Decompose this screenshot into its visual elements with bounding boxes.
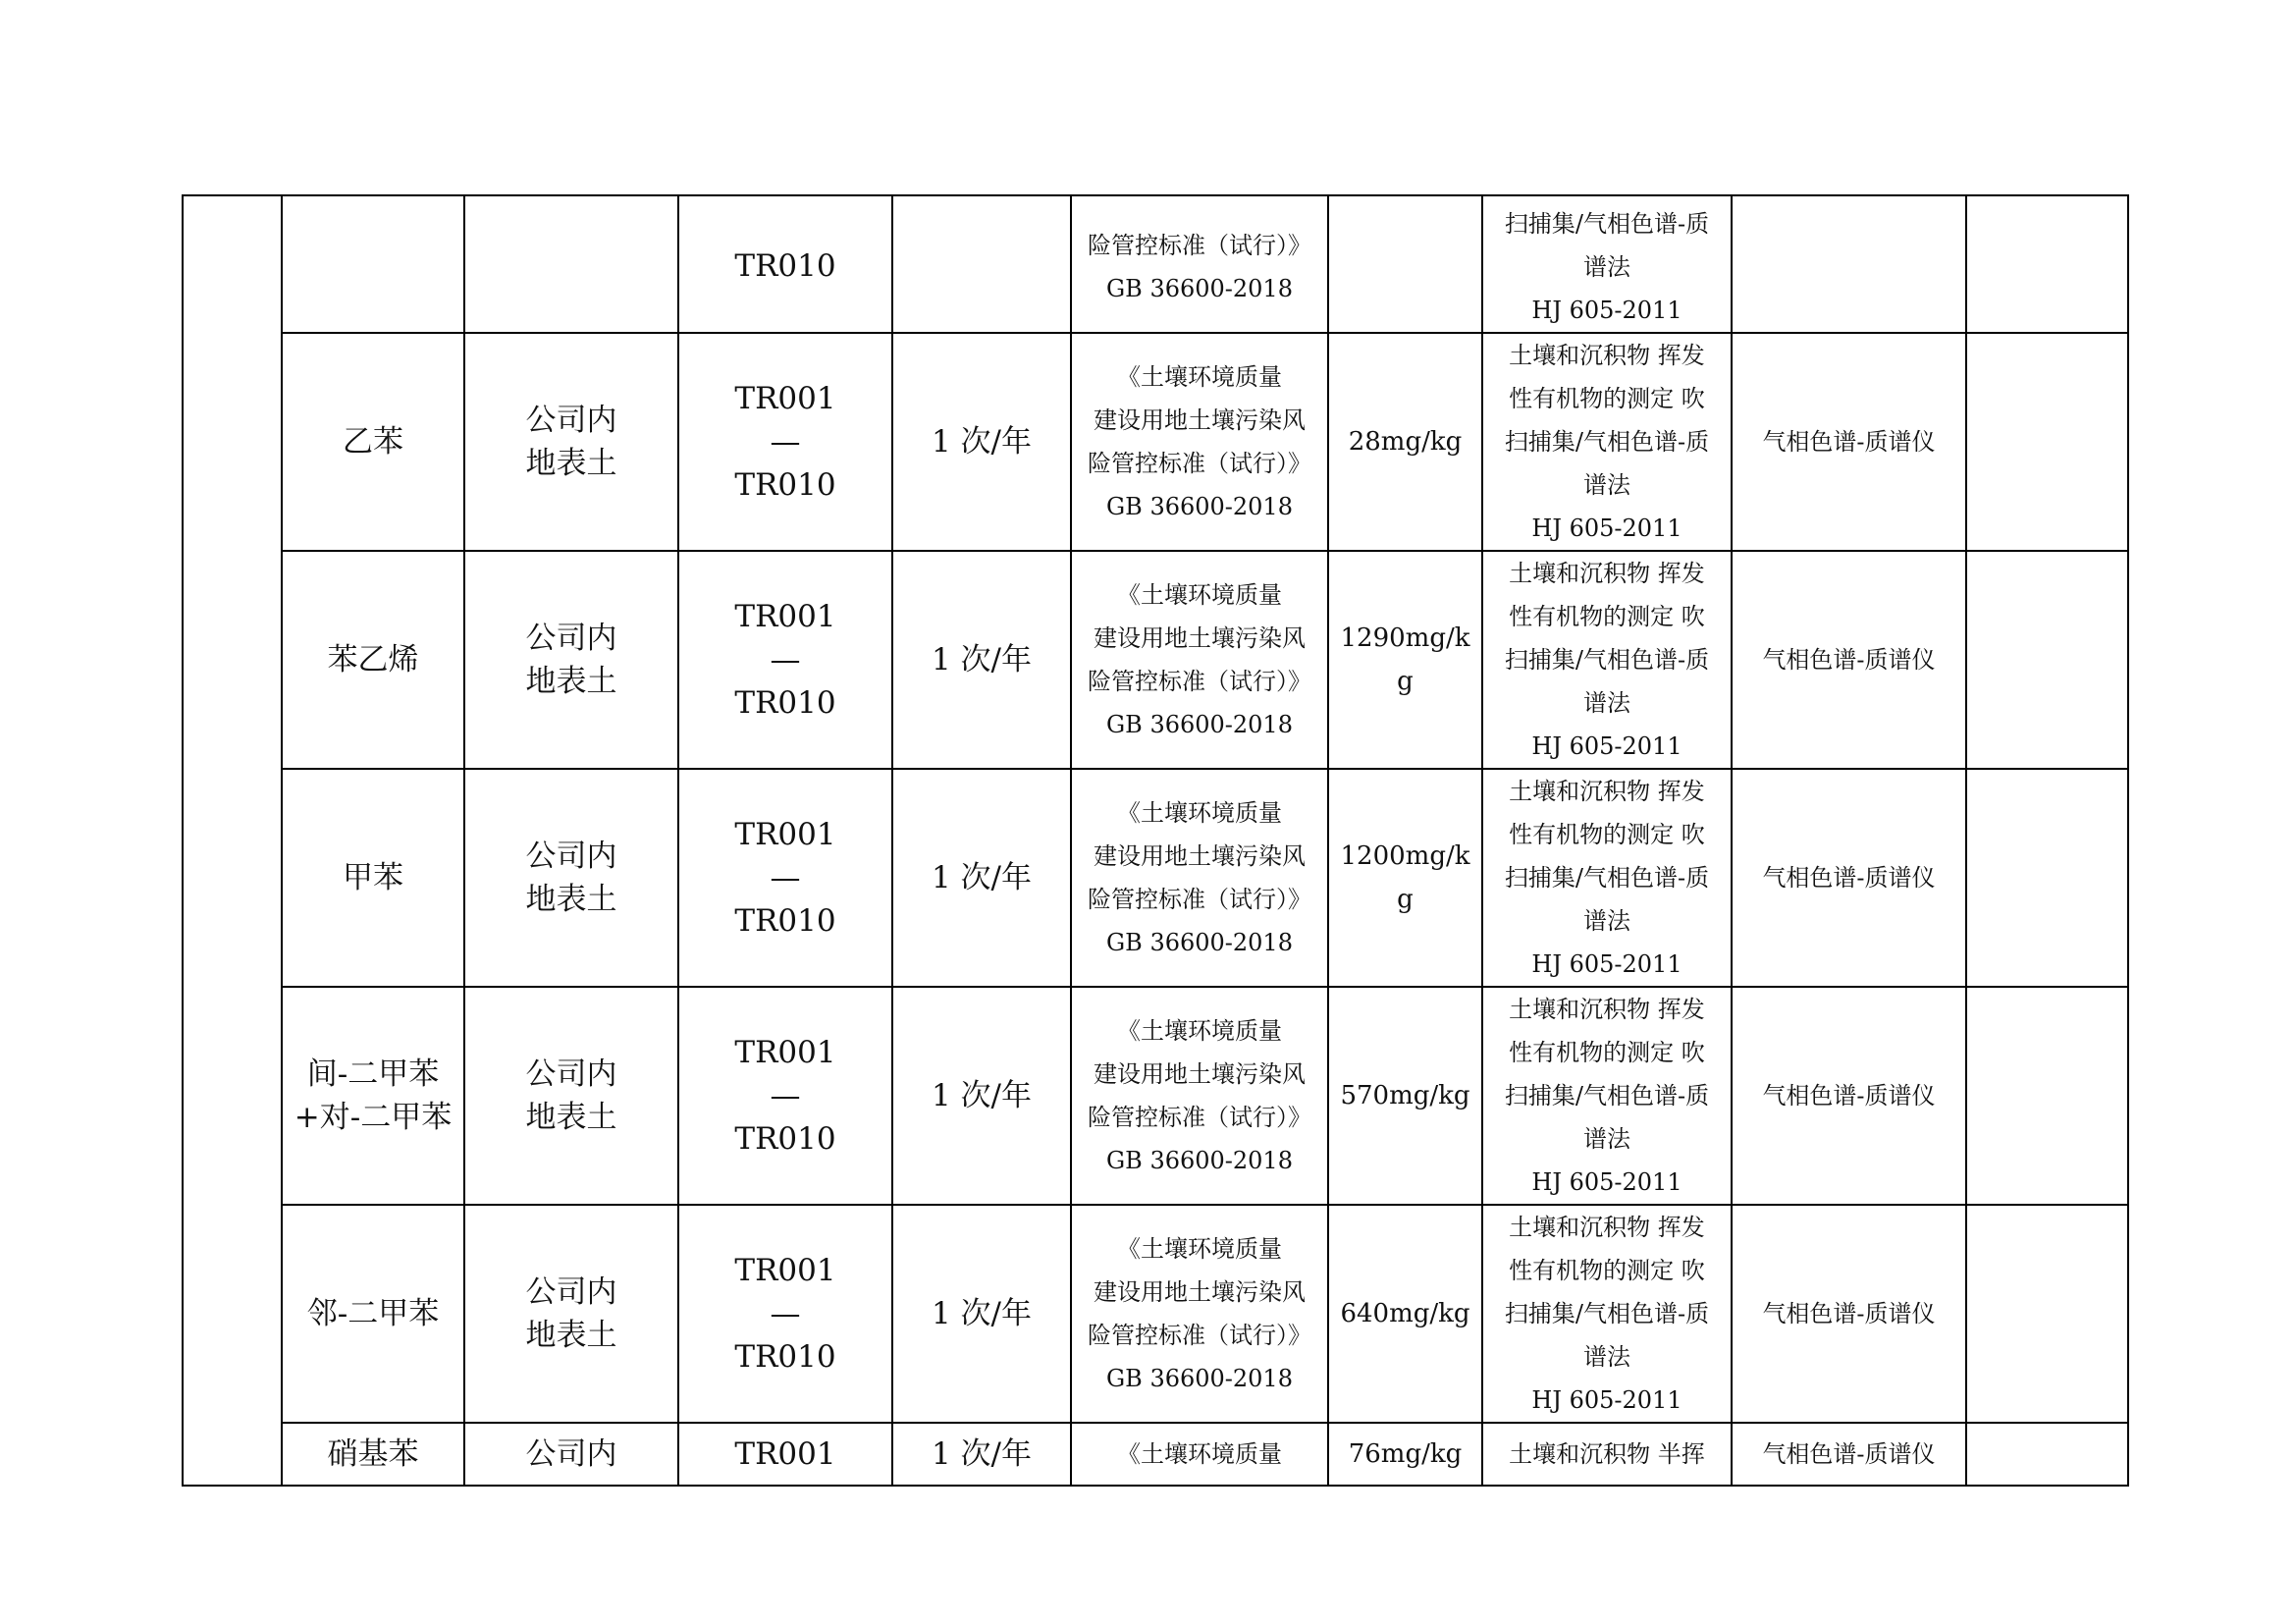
point-line: TR010	[734, 467, 836, 503]
point-cell	[678, 1205, 892, 1423]
table-row	[183, 769, 2128, 987]
standard-cell	[1071, 1205, 1328, 1423]
point-line: TR001	[734, 1436, 836, 1472]
method-line: 性有机物的测定 吹	[1509, 821, 1705, 848]
location-cell	[464, 333, 678, 551]
item-cell	[282, 987, 464, 1205]
instrument-cell	[1732, 551, 1966, 769]
method-line: HJ 605-2011	[1531, 732, 1682, 760]
standard-line: 建设用地土壤污染风	[1094, 624, 1306, 652]
point-line: TR010	[734, 1339, 836, 1375]
method-line: 谱法	[1583, 1125, 1630, 1153]
location-cell	[464, 987, 678, 1205]
frequency: 1 次/年	[931, 860, 1033, 895]
point-line: —	[770, 1296, 801, 1331]
limit-cell	[1328, 551, 1482, 769]
item-cell	[282, 551, 464, 769]
point-line: TR001	[734, 599, 836, 634]
point-line: —	[770, 1078, 801, 1113]
location-line: 地表土	[525, 1100, 617, 1135]
method-line: 性有机物的测定 吹	[1509, 603, 1705, 630]
method-line: 性有机物的测定 吹	[1509, 385, 1705, 412]
limit-value: 640mg/kg	[1340, 1299, 1470, 1328]
instrument: 气相色谱-质谱仪	[1762, 1082, 1936, 1110]
point-line: TR001	[734, 817, 836, 852]
note-cell	[1966, 987, 2128, 1205]
table-row	[183, 1423, 2128, 1486]
standard-line: 《土壤环境质量	[1117, 799, 1282, 827]
item-cell	[282, 195, 464, 333]
method-line: 扫捕集/气相色谱-质	[1504, 210, 1710, 238]
instrument: 气相色谱-质谱仪	[1762, 864, 1936, 892]
standard-line: GB 36600-2018	[1106, 929, 1293, 956]
instrument-cell	[1732, 1205, 1966, 1423]
location-line: 地表土	[525, 882, 617, 917]
standard-line: 《土壤环境质量	[1117, 1017, 1282, 1045]
location-line: 公司内	[525, 403, 617, 438]
method-line: HJ 605-2011	[1531, 297, 1682, 324]
standard-line: 险管控标准（试行）》	[1088, 1322, 1311, 1349]
location-cell	[464, 1205, 678, 1423]
table-row	[183, 333, 2128, 551]
method-line: 谱法	[1583, 689, 1630, 717]
point-cell	[678, 551, 892, 769]
frequency: 1 次/年	[931, 424, 1033, 460]
instrument: 气相色谱-质谱仪	[1762, 1300, 1936, 1327]
table-row	[183, 195, 2128, 333]
standard-cell	[1071, 195, 1328, 333]
method-line: 谱法	[1583, 253, 1630, 281]
standard-line: 建设用地土壤污染风	[1094, 1278, 1306, 1306]
method-cell	[1482, 333, 1732, 551]
method-line: 谱法	[1583, 471, 1630, 499]
method-line: 土壤和沉积物 挥发	[1509, 342, 1705, 369]
note-cell	[1966, 769, 2128, 987]
limit-cell	[1328, 195, 1482, 333]
method-line: 扫捕集/气相色谱-质	[1504, 428, 1710, 456]
method-cell	[1482, 1423, 1732, 1486]
location-line: 公司内	[525, 1056, 617, 1092]
method-line: 土壤和沉积物 挥发	[1509, 560, 1705, 587]
standard-line: 险管控标准（试行）》	[1088, 886, 1311, 913]
location-line: 公司内	[525, 621, 617, 656]
item-cell	[282, 1205, 464, 1423]
instrument: 气相色谱-质谱仪	[1762, 428, 1936, 456]
standard-cell	[1071, 551, 1328, 769]
method-line: 扫捕集/气相色谱-质	[1504, 646, 1710, 674]
method-line: HJ 605-2011	[1531, 1386, 1682, 1414]
instrument: 气相色谱-质谱仪	[1762, 1440, 1936, 1468]
location-cell	[464, 551, 678, 769]
item-name: 邻-二甲苯	[306, 1296, 440, 1331]
method-line: 性有机物的测定 吹	[1509, 1039, 1705, 1066]
note-cell	[1966, 1423, 2128, 1486]
item-name: 苯乙烯	[327, 642, 419, 677]
point-line: TR001	[734, 1035, 836, 1070]
table-row	[183, 987, 2128, 1205]
location-cell	[464, 1423, 678, 1486]
limit-cell	[1328, 333, 1482, 551]
point-line: —	[770, 424, 801, 460]
frequency-cell	[892, 1205, 1071, 1423]
monitoring-table	[182, 194, 2129, 1487]
frequency-cell	[892, 987, 1071, 1205]
method-line: 谱法	[1583, 907, 1630, 935]
standard-line: GB 36600-2018	[1106, 1147, 1293, 1174]
standard-line: GB 36600-2018	[1106, 1365, 1293, 1392]
method-line: HJ 605-2011	[1531, 514, 1682, 542]
frequency: 1 次/年	[931, 1078, 1033, 1113]
method-line: 扫捕集/气相色谱-质	[1504, 1082, 1710, 1110]
standard-line: 险管控标准（试行）》	[1088, 450, 1311, 477]
note-cell	[1966, 1205, 2128, 1423]
standard-line: 险管控标准（试行）》	[1088, 668, 1311, 695]
standard-line: 建设用地土壤污染风	[1094, 1060, 1306, 1088]
standard-cell	[1071, 333, 1328, 551]
standard-line: 《土壤环境质量	[1117, 581, 1282, 609]
method-line: 土壤和沉积物 挥发	[1509, 996, 1705, 1023]
standard-line: 建设用地土壤污染风	[1094, 406, 1306, 434]
point-end: TR010	[734, 248, 836, 284]
method-line: HJ 605-2011	[1531, 950, 1682, 978]
standard-cell	[1071, 1423, 1328, 1486]
location-line: 公司内	[525, 1436, 617, 1472]
standard-line: GB 36600-2018	[1106, 711, 1293, 738]
method-line: 土壤和沉积物 半挥	[1509, 1440, 1705, 1468]
method-line: 性有机物的测定 吹	[1509, 1257, 1705, 1284]
limit-value: 28mg/kg	[1348, 427, 1463, 457]
location-cell	[464, 195, 678, 333]
item-name: 乙苯	[343, 424, 403, 460]
table-row	[183, 1205, 2128, 1423]
instrument-cell	[1732, 195, 1966, 333]
note-cell	[1966, 333, 2128, 551]
item-cell	[282, 333, 464, 551]
method-cell	[1482, 195, 1732, 333]
location-line: 地表土	[525, 664, 617, 699]
standard-line: 《土壤环境质量	[1117, 1235, 1282, 1263]
method-line: 土壤和沉积物 挥发	[1509, 1214, 1705, 1241]
point-cell	[678, 1423, 892, 1486]
standard-cell	[1071, 987, 1328, 1205]
point-line: TR010	[734, 685, 836, 721]
location-line: 地表土	[525, 446, 617, 481]
frequency-cell	[892, 1423, 1071, 1486]
standard-line: 险管控标准（试行）》	[1088, 232, 1311, 259]
frequency-cell	[892, 333, 1071, 551]
instrument-cell	[1732, 1423, 1966, 1486]
frequency-cell	[892, 769, 1071, 987]
instrument-cell	[1732, 333, 1966, 551]
method-cell	[1482, 769, 1732, 987]
method-cell	[1482, 987, 1732, 1205]
item-cell	[282, 769, 464, 987]
point-line: —	[770, 642, 801, 677]
point-cell	[678, 987, 892, 1205]
point-line: TR001	[734, 1253, 836, 1288]
method-line: HJ 605-2011	[1531, 1168, 1682, 1196]
limit-value: 570mg/kg	[1340, 1081, 1470, 1110]
limit-cell	[1328, 1423, 1482, 1486]
method-line: 土壤和沉积物 挥发	[1509, 778, 1705, 805]
note-cell	[1966, 551, 2128, 769]
frequency-cell	[892, 195, 1071, 333]
note-cell	[1966, 195, 2128, 333]
method-line: 扫捕集/气相色谱-质	[1504, 1300, 1710, 1327]
location-cell	[464, 769, 678, 987]
point-cell	[678, 769, 892, 987]
item-cell	[282, 1423, 464, 1486]
point-line: TR001	[734, 381, 836, 416]
standard-line: GB 36600-2018	[1106, 275, 1293, 302]
point-cell	[678, 333, 892, 551]
instrument: 气相色谱-质谱仪	[1762, 646, 1936, 674]
limit-value: 1290mg/kg	[1340, 623, 1470, 696]
instrument-cell	[1732, 769, 1966, 987]
item-name: 甲苯	[343, 860, 403, 895]
limit-value: 1200mg/kg	[1340, 841, 1470, 914]
instrument-cell	[1732, 987, 1966, 1205]
frequency-cell	[892, 551, 1071, 769]
limit-cell	[1328, 987, 1482, 1205]
standard-line: 《土壤环境质量	[1117, 363, 1282, 391]
limit-cell	[1328, 769, 1482, 987]
frequency: 1 次/年	[931, 1436, 1033, 1472]
standard-line: 《土壤环境质量	[1117, 1440, 1282, 1468]
standard-line: 建设用地土壤污染风	[1094, 842, 1306, 870]
standard-line: 险管控标准（试行）》	[1088, 1104, 1311, 1131]
item-name: 硝基苯	[327, 1436, 419, 1472]
frequency: 1 次/年	[931, 642, 1033, 677]
standard-cell	[1071, 769, 1328, 987]
method-line: 谱法	[1583, 1343, 1630, 1371]
category-cell	[183, 195, 282, 1486]
location-line: 地表土	[525, 1318, 617, 1353]
limit-value: 76mg/kg	[1348, 1439, 1463, 1469]
point-line: TR010	[734, 1121, 836, 1157]
limit-cell	[1328, 1205, 1482, 1423]
standard-line: GB 36600-2018	[1106, 493, 1293, 520]
item-name: 间-二甲苯+对-二甲苯	[294, 1056, 453, 1135]
method-line: 扫捕集/气相色谱-质	[1504, 864, 1710, 892]
method-cell	[1482, 551, 1732, 769]
point-line: —	[770, 860, 801, 895]
point-line: TR010	[734, 903, 836, 939]
method-cell	[1482, 1205, 1732, 1423]
location-line: 公司内	[525, 1274, 617, 1310]
location-line: 公司内	[525, 839, 617, 874]
point-cell	[678, 195, 892, 333]
frequency: 1 次/年	[931, 1296, 1033, 1331]
table-row	[183, 551, 2128, 769]
